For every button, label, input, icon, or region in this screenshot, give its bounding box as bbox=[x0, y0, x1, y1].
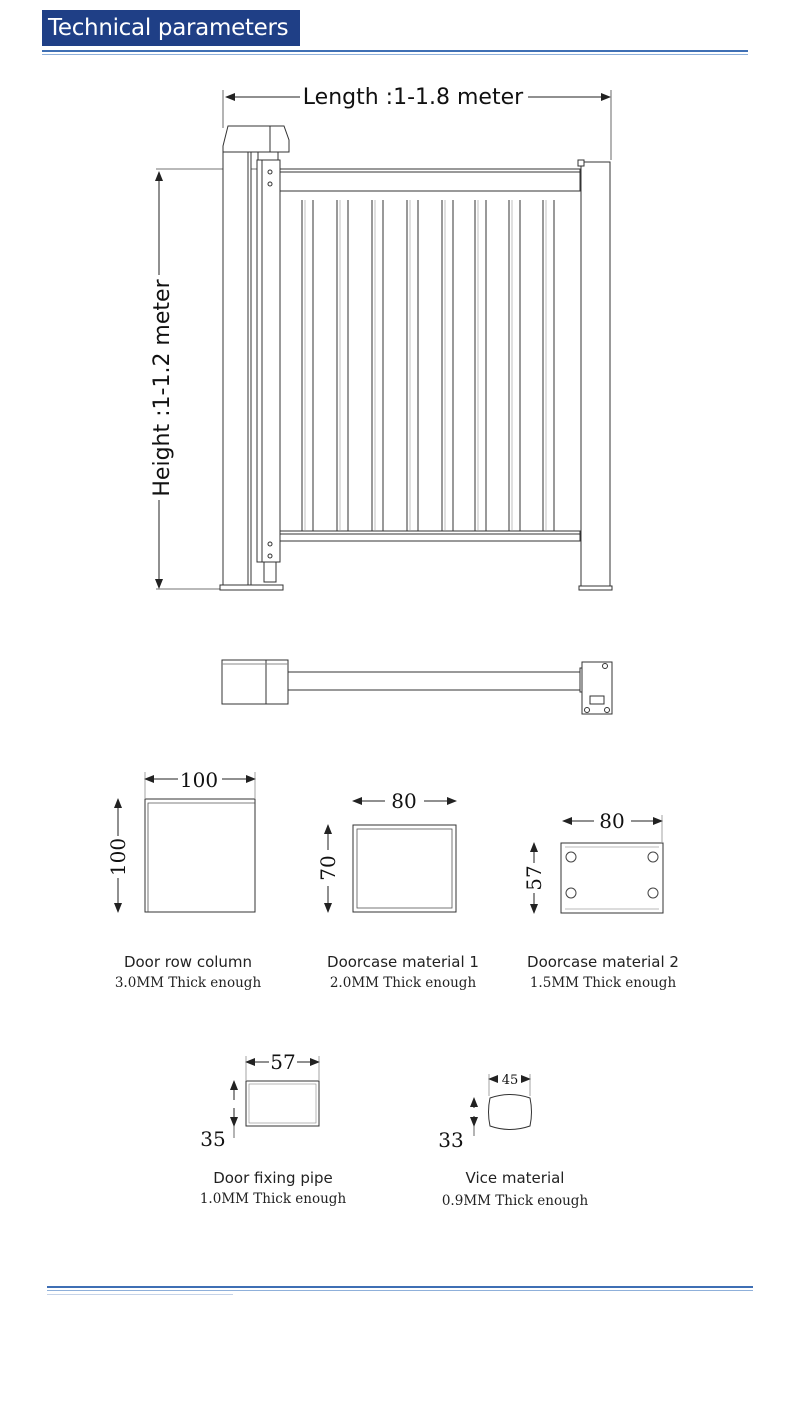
profile-door-fixing-pipe bbox=[200, 1050, 319, 1151]
profile-2-caption bbox=[303, 952, 503, 994]
profile-3-name: Doorcase material 2 bbox=[527, 953, 679, 971]
profile-2-width: 80 bbox=[391, 789, 417, 813]
profile-doorcase-material-1 bbox=[316, 789, 456, 912]
profile-5-height: 33 bbox=[438, 1128, 464, 1152]
profile-3-height: 57 bbox=[522, 865, 546, 891]
profile-3-width: 80 bbox=[599, 809, 625, 833]
gate-plan-view bbox=[222, 660, 612, 714]
profile-4-width: 57 bbox=[270, 1050, 296, 1074]
profile-5-spec: 0.9MM Thick enough bbox=[441, 1193, 589, 1209]
profile-door-row-column bbox=[106, 768, 255, 912]
profile-4-name: Door fixing pipe bbox=[213, 1169, 333, 1187]
profile-4-caption bbox=[173, 1168, 373, 1210]
profile-5-name: Vice material bbox=[465, 1169, 565, 1187]
profile-1-name: Door row column bbox=[123, 953, 253, 971]
section-title: Technical parameters bbox=[48, 15, 289, 41]
profile-4-height: 35 bbox=[200, 1127, 226, 1151]
footer-rule bbox=[47, 1286, 753, 1288]
gate-elevation bbox=[220, 126, 612, 590]
profile-vice-material bbox=[438, 1073, 531, 1152]
profile-2-spec: 2.0MM Thick enough bbox=[329, 975, 477, 991]
profile-1-caption bbox=[88, 952, 288, 994]
profile-3-spec: 1.5MM Thick enough bbox=[529, 975, 677, 991]
profile-1-height: 100 bbox=[106, 837, 130, 877]
profile-5-width: 45 bbox=[501, 1073, 519, 1088]
profile-3-caption bbox=[503, 952, 703, 994]
footer-rule-short bbox=[47, 1294, 233, 1295]
length-label: Length :1-1.8 meter bbox=[302, 85, 524, 110]
gate-bars bbox=[302, 200, 554, 531]
profile-1-width: 100 bbox=[179, 768, 219, 792]
profile-4-spec: 1.0MM Thick enough bbox=[199, 1191, 347, 1207]
profile-2-name: Doorcase material 1 bbox=[327, 953, 479, 971]
footer-rule-thin bbox=[47, 1290, 753, 1291]
profile-doorcase-material-2 bbox=[522, 809, 663, 913]
profile-1-spec: 3.0MM Thick enough bbox=[114, 975, 262, 991]
height-label: Height :1-1.2 meter bbox=[150, 279, 175, 497]
profile-2-height: 70 bbox=[316, 855, 340, 881]
profile-5-caption bbox=[415, 1168, 615, 1214]
